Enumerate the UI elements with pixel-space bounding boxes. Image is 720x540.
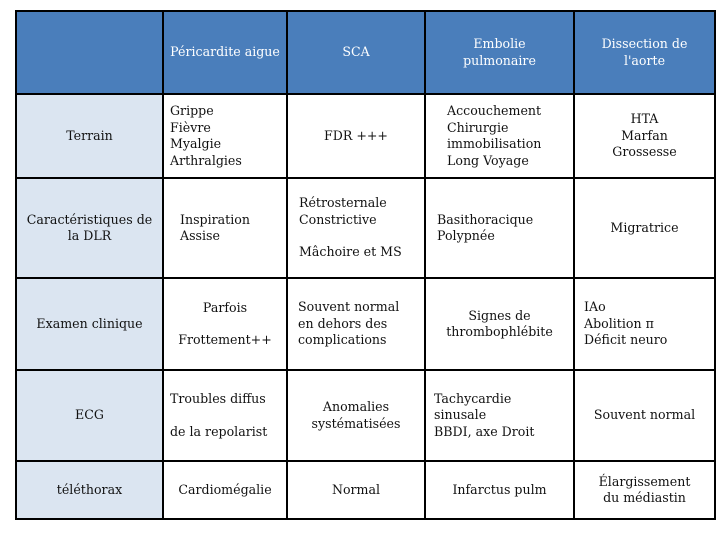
cell-line: Inspiration [180, 211, 250, 227]
header-text: SCA [342, 44, 370, 60]
cell-text [180, 212, 250, 245]
header-text: Embolie pulmonaire [463, 36, 536, 68]
cell-line: sinusale [434, 407, 487, 423]
cell-line: du médiastin [603, 490, 686, 505]
cell-line: Abolition π [584, 315, 654, 331]
cell-terrain-dissection [575, 95, 714, 177]
cell-text [299, 195, 402, 261]
cell-line: Tachycardie [434, 390, 512, 406]
cell-text [170, 391, 267, 440]
cell-line: Troubles diffus [170, 391, 266, 406]
row-label-examen-clinique: Examen clinique [17, 279, 162, 369]
cell-telethorax-pericardite [164, 462, 286, 518]
cell-line: Normal [331, 481, 381, 497]
cell-ecg-sca [288, 371, 424, 460]
cell-text [612, 111, 676, 161]
column-header-embolie [426, 12, 573, 93]
cell-text [446, 308, 553, 341]
cell-text [178, 300, 272, 349]
row-label-ecg: ECG [17, 371, 162, 460]
cell-line: Infarctus pulm [452, 481, 547, 497]
cell-text [298, 299, 399, 349]
cell-terrain-pericardite [164, 95, 286, 177]
cell-line: immobilisation [447, 136, 542, 151]
cell-text [312, 399, 401, 432]
cell-line: Assise [180, 228, 220, 243]
cell-text [324, 128, 388, 145]
cell-line: Migratrice [610, 219, 679, 235]
cell-line: systématisées [311, 415, 401, 431]
cell-ecg-dissection [575, 371, 714, 460]
cell-telethorax-embolie [426, 462, 573, 518]
cell-dlr-sca [288, 179, 424, 277]
cell-line: Accouchement [447, 103, 542, 118]
column-header-dissection [575, 12, 714, 93]
cell-terrain-sca [288, 95, 424, 177]
cell-line: Fièvre [170, 119, 211, 135]
cell-text [170, 103, 242, 169]
cell-dlr-embolie [426, 179, 573, 277]
cell-line: Grossesse [612, 144, 677, 160]
row-label-telethorax: téléthorax [17, 462, 162, 518]
cell-line: en dehors des [298, 315, 388, 331]
cell-line: BBDI, axe Droit [434, 423, 535, 439]
cell-line: Anomalies [322, 399, 390, 414]
cell-line: FDR +++ [324, 127, 388, 143]
cell-examen-sca [288, 279, 424, 369]
cell-line: Élargissement [598, 473, 691, 489]
cell-line: IAo [584, 299, 606, 315]
cell-text [178, 482, 271, 499]
header-text: Péricardite aigue [170, 44, 280, 60]
cell-telethorax-dissection [575, 462, 714, 518]
cell-line: Basithoracique [437, 211, 534, 227]
cell-line: Signes de [468, 307, 531, 323]
cell-line: thrombophlébite [446, 324, 553, 339]
cell-text [332, 482, 380, 499]
header-text: Dissection de l'aorte [601, 36, 688, 68]
cell-line: Marfan [621, 127, 668, 143]
cell-text [584, 299, 667, 349]
cell-line: Frottement++ [178, 332, 272, 347]
row-label-terrain: Terrain [17, 95, 162, 177]
cell-line: Long Voyage [447, 152, 529, 168]
cell-ecg-pericardite [164, 371, 286, 460]
cell-line: Grippe [170, 103, 214, 118]
cell-text [610, 220, 678, 237]
cell-line: Parfois [202, 299, 248, 315]
cell-line: Souvent normal [298, 299, 400, 315]
cell-text [437, 212, 533, 245]
cell-line: Constrictive [299, 211, 377, 227]
cell-examen-pericardite [164, 279, 286, 369]
cell-line: de la repolarist [170, 423, 268, 439]
cell-line: Déficit neuro [584, 332, 668, 348]
row-label-caracteristiques: Caractéristiques de la DLR [17, 179, 162, 277]
cell-text [452, 482, 546, 499]
cell-line: Rétrosternale [299, 195, 387, 211]
cell-dlr-pericardite [164, 179, 286, 277]
cell-line: Myalgie [170, 136, 222, 151]
cell-line: Arthralgies [170, 152, 242, 168]
cell-examen-embolie [426, 279, 573, 369]
cell-line: Cardiomégalie [178, 481, 272, 497]
corner-header-cell [17, 12, 162, 93]
cell-line: complications [298, 332, 387, 348]
cell-line: Polypnée [437, 228, 495, 243]
cell-text [447, 103, 541, 169]
column-header-pericardite [164, 12, 286, 93]
cell-line: Mâchoire et MS [299, 244, 402, 260]
cell-examen-dissection [575, 279, 714, 369]
cell-line: HTA [630, 111, 659, 127]
comparison-table [15, 10, 716, 520]
column-header-sca [288, 12, 424, 93]
cell-telethorax-sca [288, 462, 424, 518]
cell-line: Chirurgie [447, 119, 509, 135]
cell-text [594, 407, 695, 424]
cell-dlr-dissection [575, 179, 714, 277]
cell-ecg-embolie [426, 371, 573, 460]
cell-text [434, 391, 534, 441]
cell-terrain-embolie [426, 95, 573, 177]
cell-line: Souvent normal [593, 407, 696, 423]
cell-text [599, 474, 691, 507]
